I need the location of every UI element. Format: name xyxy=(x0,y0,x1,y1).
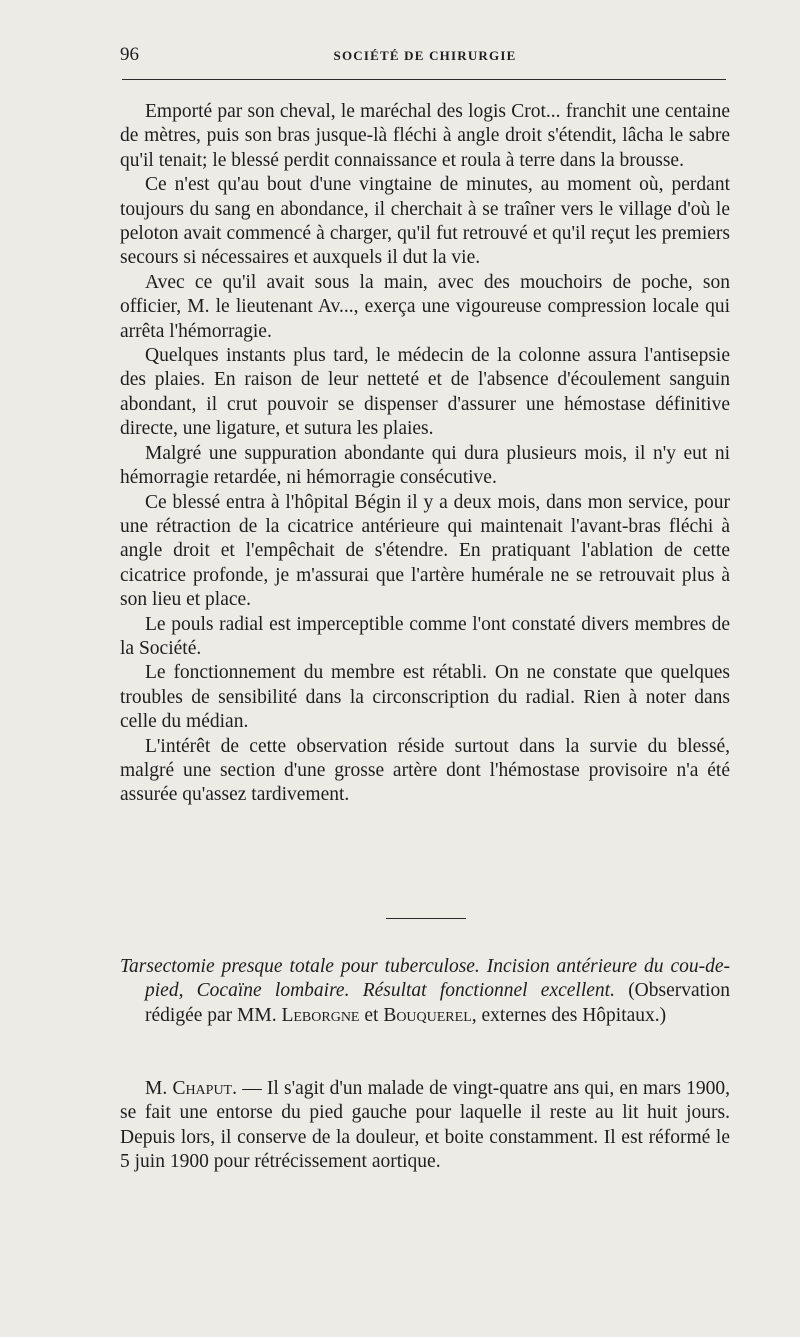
observation-suffix: externes des Hôpitaux.) xyxy=(481,1004,667,1026)
paragraph: Avec ce qu'il avait sous la main, avec des mouchoirs de poche, son officier, M. le lieutenant Av..., exerça une vigoureuse compression locale qui arrêta l'hémorragie. xyxy=(120,271,730,342)
paragraph: Ce blessé entra à l'hôpital Bégin il y a deux mois, dans mon service, pour une rétraction de la cicatrice antérieure qui maintenait l'avant-bras fléchi à angle droit et l'empêchait de s'étendre. En pratiquant l'ablation de cette cicatrice profonde, je m'assurai que l'artère humérale ne se retrouvait plus à son lieu et place. xyxy=(120,491,730,611)
paragraph: Quelques instants plus tard, le médecin de la colonne assura l'antisepsie des plaies. En raison de leur netteté et de l'absence d'écoulement sanguin abondant, il crut pouvoir se dispenser d'assurer une hémostase définitive directe, une ligature, et sutura les plaies. xyxy=(120,345,730,440)
speaker-prefix: M. xyxy=(145,1078,168,1099)
chaput-paragraph xyxy=(120,1077,730,1175)
chaput-text: — Il s'agit d'un malade de vingt-quatre ans qui, en mars 1900, se fait une entorse du pied gauche pour laquelle il reste au lit huit jours. Depuis lors, il conserve de la douleur, et boite constamment. Il est réformé le 5 juin 1900 pour rétrécissement aortique. xyxy=(120,1078,731,1173)
article-title xyxy=(120,955,730,1028)
paragraph: Malgré une suppuration abondante qui dura plusieurs mois, il n'y eut ni hémorragie retardée, ni hémorragie consécutive. xyxy=(120,442,730,489)
section-separator xyxy=(386,918,466,919)
running-title: SOCIÉTÉ DE CHIRURGIE xyxy=(333,48,517,63)
page-header xyxy=(120,44,730,68)
paragraph: Ce n'est qu'au bout d'une vingtaine de minutes, au moment où, perdant toujours du sang en abondance, il cherchait à se traîner vers le village d'où le peloton avait commencé à charger, qu'il fut retrouvé et qu'il reçut les premiers secours si nécessaires et auxquels il dut la vie. xyxy=(120,174,730,269)
conjunction: et xyxy=(364,1004,379,1026)
page-number: 96 xyxy=(120,44,139,65)
paragraph: Le fonctionnement du membre est rétabli. On ne constate que quelques troubles de sensibilité dans la circonscription du radial. Rien à noter dans celle du médian. xyxy=(120,662,730,733)
paragraph: Le pouls radial est imperceptible comme l'ont constaté divers membres de la Société. xyxy=(120,613,730,659)
speaker-name: Chaput. xyxy=(172,1078,237,1099)
article-title-paragraph xyxy=(120,955,730,1028)
author-leborgne: Leborgne xyxy=(281,1004,360,1026)
observation-text xyxy=(120,100,730,808)
chaput-statement xyxy=(120,1077,730,1175)
header-rule xyxy=(122,79,726,80)
paragraph: Emporté par son cheval, le maréchal des logis Crot... franchit une centaine de mètres, puis son bras jusque-là fléchi à angle droit s'étendit, lâcha le sabre qu'il tenait; le blessé perdit connaissance et roula à terre dans la brousse. xyxy=(120,101,730,171)
author-bouquerel: Bouquerel, xyxy=(383,1004,477,1026)
observation-prefix: (Observation rédigée par MM. xyxy=(145,980,730,1026)
article-title-italic: Tarsectomie presque totale pour tuberculose. Incision antérieure du cou-de-pied, Cocaïne lombaire. Résultat fonctionnel excellent. xyxy=(120,956,730,1002)
paragraph: L'intérêt de cette observation réside surtout dans la survie du blessé, malgré une section d'une grosse artère dont l'hémostase provisoire n'a été assurée qu'assez tardivement. xyxy=(120,735,730,806)
